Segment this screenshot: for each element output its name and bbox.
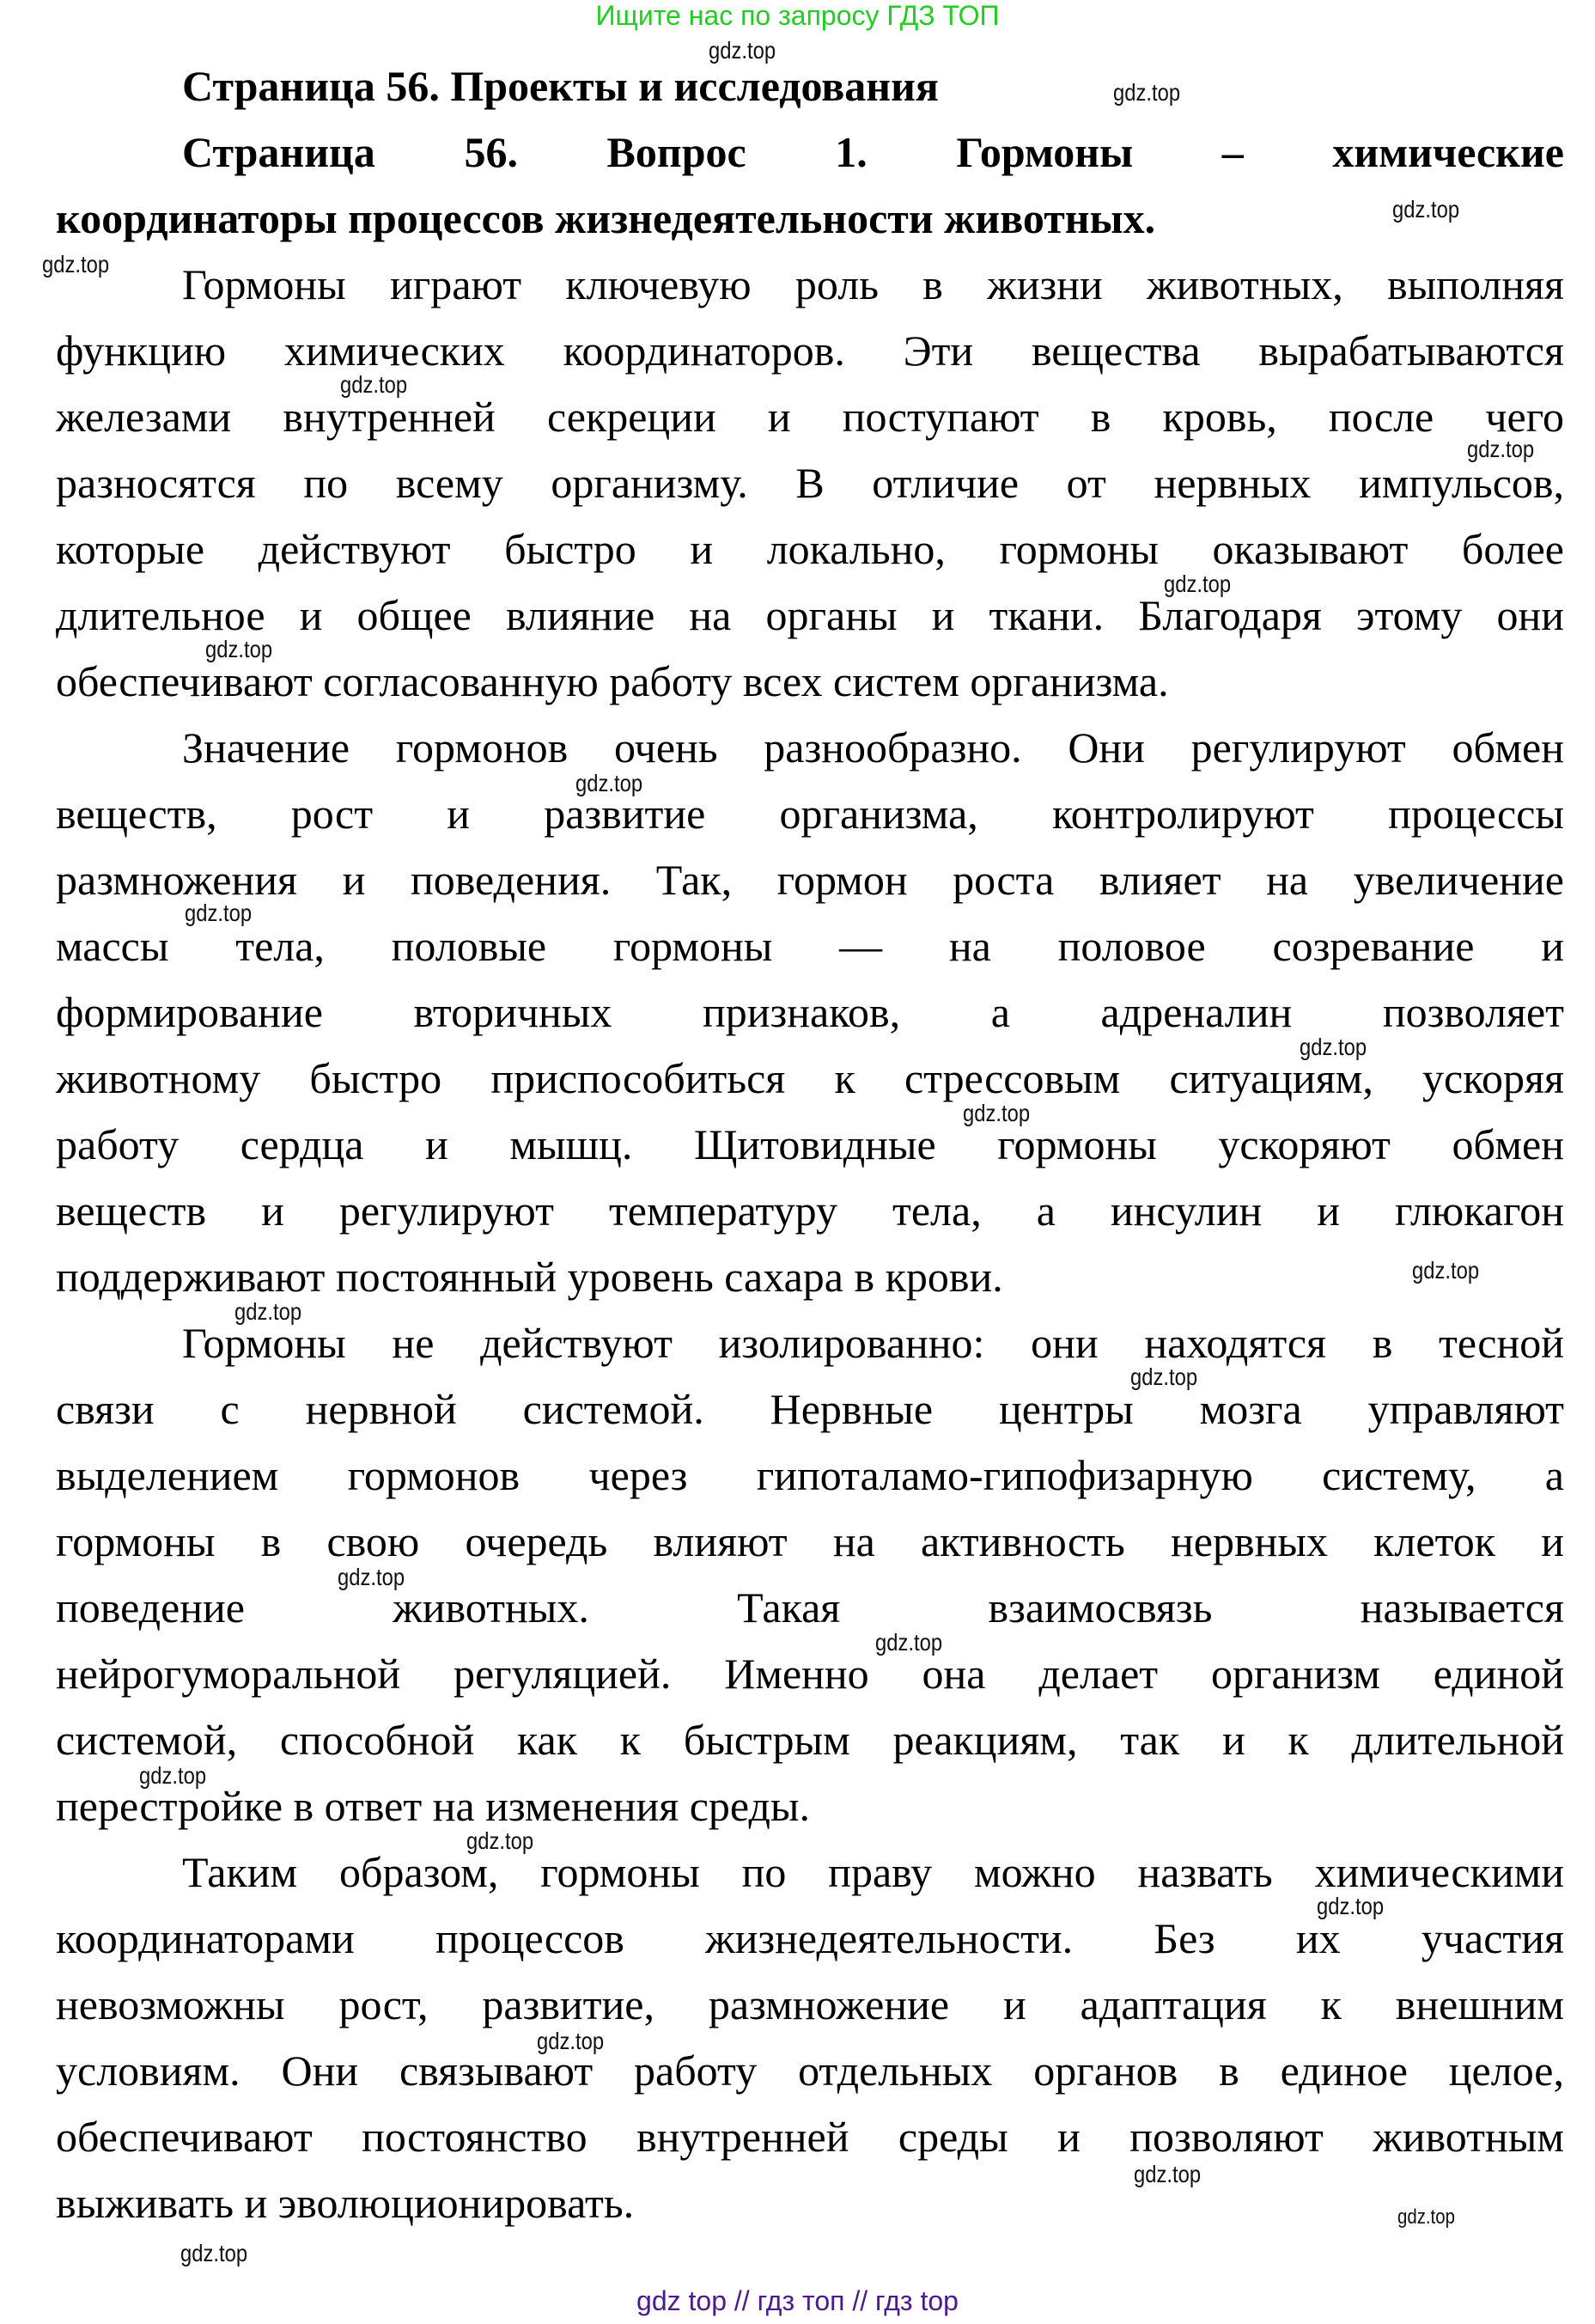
watermark: gdz.top bbox=[466, 1827, 534, 1854]
watermark: gdz.top bbox=[575, 770, 643, 796]
watermark: gdz.top bbox=[1164, 570, 1232, 597]
watermark: gdz.top bbox=[1134, 2161, 1202, 2187]
text-line: разносятся по всему организму. В отличие от нервных импульсов, bbox=[56, 459, 1564, 507]
watermark: gdz.top bbox=[338, 1564, 405, 1590]
watermark: gdz.top bbox=[1317, 1893, 1385, 1919]
text-line: координаторами процессов жизнедеятельности. Без их участия bbox=[56, 1914, 1564, 1962]
watermark: gdz.top bbox=[340, 371, 408, 398]
text-line: поддерживают постоянный уровень сахара в крови. bbox=[56, 1253, 1003, 1301]
text-line: животному быстро приспособиться к стрессовым ситуациям, ускоряя bbox=[56, 1054, 1564, 1102]
text-line: функцию химических координаторов. Эти вещества вырабатываются bbox=[56, 326, 1564, 375]
text-line: системой, способной как к быстрым реакциям, так и к длительной bbox=[56, 1716, 1564, 1764]
text-line: веществ, рост и развитие организма, контролируют процессы bbox=[56, 790, 1564, 838]
watermark: gdz.top bbox=[1300, 1034, 1367, 1060]
paragraph bbox=[56, 1310, 1564, 1839]
text-line: железами внутренней секреции и поступают в кровь, после чего bbox=[56, 393, 1564, 441]
watermark: gdz.top bbox=[963, 1100, 1031, 1126]
watermark: gdz.top bbox=[205, 636, 273, 662]
search-banner: Ищите нас по запросу ГДЗ ТОП bbox=[595, 0, 1000, 31]
text-line: условиям. Они связывают работу отдельных органов в единое целое, bbox=[56, 2046, 1564, 2095]
watermark: gdz.top bbox=[1113, 79, 1181, 106]
text-line: гормоны в свою очередь влияют на активность нервных клеток и bbox=[56, 1517, 1564, 1565]
footer-watermark-link[interactable]: gdz top // гдз топ // гдз top bbox=[636, 2285, 959, 2316]
text-line: нейрогуморальной регуляцией. Именно она делает организм единой bbox=[56, 1650, 1564, 1698]
watermark: gdz.top bbox=[875, 1629, 943, 1656]
watermark: gdz.top bbox=[180, 2240, 248, 2266]
text-line: формирование вторичных признаков, а адреналин позволяет bbox=[56, 988, 1564, 1036]
text-line: выделением гормонов через гипоталамо-гипофизарную систему, а bbox=[56, 1451, 1564, 1499]
text-line: невозможны рост, развитие, размножение и адаптация к внешним bbox=[56, 1980, 1564, 2028]
text-line: связи с нервной системой. Нервные центры мозга управляют bbox=[56, 1385, 1564, 1433]
text-line: обеспечивают постоянство внутренней среды и позволяют животным bbox=[56, 2113, 1564, 2161]
text-line: массы тела, половые гормоны — на половое созревание и bbox=[56, 922, 1564, 970]
text-line: которые действуют быстро и локально, гормоны оказывают более bbox=[56, 525, 1564, 573]
text-line: обеспечивают согласованную работу всех систем организма. bbox=[56, 657, 1169, 705]
watermark: gdz.top bbox=[234, 1298, 302, 1325]
watermark: gdz.top bbox=[709, 37, 776, 64]
watermark: gdz.top bbox=[1392, 196, 1460, 223]
text-line: перестройке в ответ на изменения среды. bbox=[56, 1782, 811, 1830]
watermark: gdz.top bbox=[139, 1762, 207, 1789]
text-line: размножения и поведения. Так, гормон роста влияет на увеличение bbox=[56, 856, 1564, 904]
watermark: gdz.top bbox=[537, 2028, 605, 2054]
paragraph bbox=[56, 715, 1564, 1310]
text-line: Гормоны играют ключевую роль в жизни животных, выполняя bbox=[182, 260, 1564, 308]
text-line: веществ и регулируют температуру тела, а инсулин и глюкагон bbox=[56, 1186, 1564, 1235]
watermark: gdz.top bbox=[185, 900, 253, 926]
watermark: gdz.top bbox=[1397, 2205, 1455, 2229]
watermark: gdz.top bbox=[1467, 436, 1535, 462]
text-line: Таким образом, гормоны по праву можно назвать химическими bbox=[182, 1848, 1564, 1896]
text-line: Значение гормонов очень разнообразно. Они регулируют обмен bbox=[182, 723, 1564, 772]
text-line: работу сердца и мышц. Щитовидные гормоны ускоряют обмен bbox=[56, 1120, 1564, 1168]
paragraph bbox=[56, 252, 1564, 715]
watermark: gdz.top bbox=[42, 251, 110, 278]
question-title: Страница 56. Вопрос 1. Гормоны – химические bbox=[182, 128, 1564, 176]
text-line: поведение животных. Такая взаимосвязь называется bbox=[56, 1583, 1564, 1632]
question-title-cont: координаторы процессов жизнедеятельности животных. bbox=[56, 194, 1156, 242]
text-line: выживать и эволюционировать. bbox=[56, 2179, 635, 2227]
page-title: Страница 56. Проекты и исследования bbox=[182, 62, 939, 110]
watermark: gdz.top bbox=[1412, 1257, 1480, 1284]
text-line: Гормоны не действуют изолированно: они находятся в тесной bbox=[182, 1319, 1564, 1367]
watermark: gdz.top bbox=[1130, 1363, 1198, 1390]
text-line: длительное и общее влияние на органы и ткани. Благодаря этому они bbox=[56, 591, 1564, 639]
